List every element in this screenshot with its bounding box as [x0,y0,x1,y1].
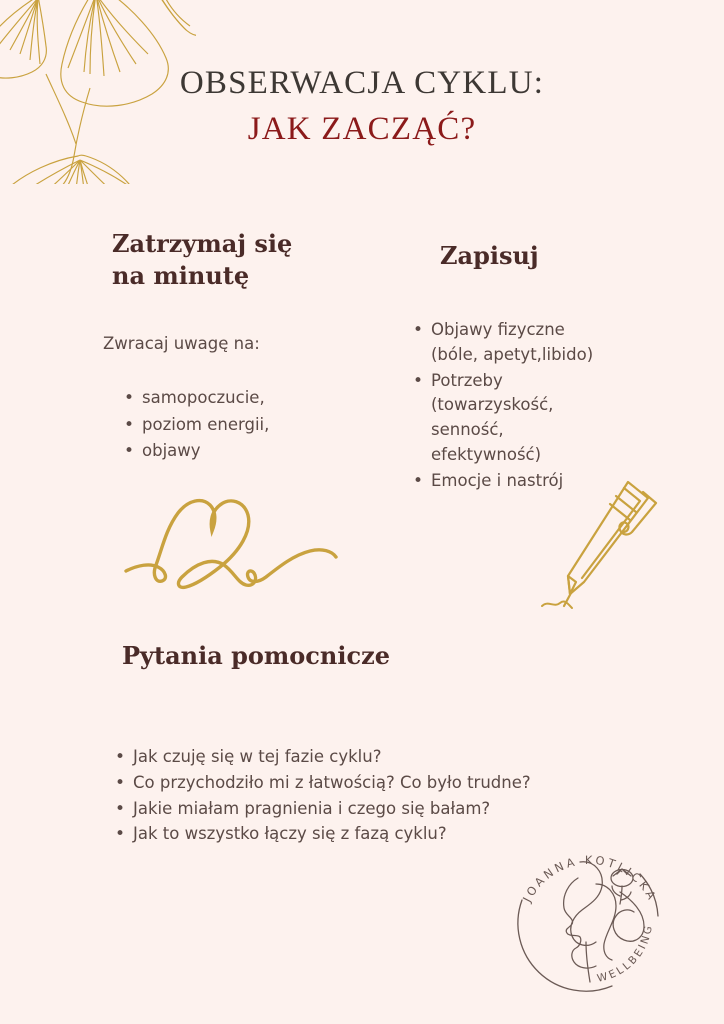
list-item: • Potrzeby (towarzyskość, senność, efektywność) [411,369,596,468]
list-item: • Objawy fizyczne (bóle, apetyt,libido) [411,318,596,368]
write-bullet-list [411,318,596,494]
list-item: • Emocje i nastrój [411,469,596,494]
list-item: • Jak czuję się w tej fazie cyklu? [113,745,573,770]
section-heading-stop-line1: Zatrzymaj się [112,229,293,258]
logo-bottom-text: WELLBEING [595,922,656,985]
list-item: • Jakie miałam pragnienia i czego się bałam? [113,797,573,822]
list-item: • Jak to wszystko łączy się z fazą cyklu? [113,822,573,847]
title-line-accent: JAK ZACZĄĆ? [247,111,477,148]
section-heading-write [440,240,670,272]
section-heading-stop-line2: na minutę [112,261,250,291]
page-title [0,62,724,150]
section-heading-questions-text: Pytania pomocnicze [122,641,390,670]
title-line-primary: OBSERWACJA CYKLU: [179,65,545,101]
list-item: • objawy [122,438,352,464]
brand-logo [508,838,670,1000]
list-item: • poziom energii, [122,412,352,438]
questions-bullet-list [113,745,573,848]
heart-line-doodle-icon [124,485,339,597]
list-item: • Co przychodziło mi z łatwością? Co było trudne? [113,771,573,796]
stop-bullet-list [122,385,352,465]
stop-lead-text: Zwracaj uwagę na: [103,334,260,353]
section-heading-stop [112,228,342,293]
list-item: • samopoczucie, [122,385,352,411]
section-heading-write-text: Zapisuj [440,241,539,270]
section-heading-questions [122,640,452,672]
logo-top-text: JOANNA KOTLICKA [519,852,661,905]
